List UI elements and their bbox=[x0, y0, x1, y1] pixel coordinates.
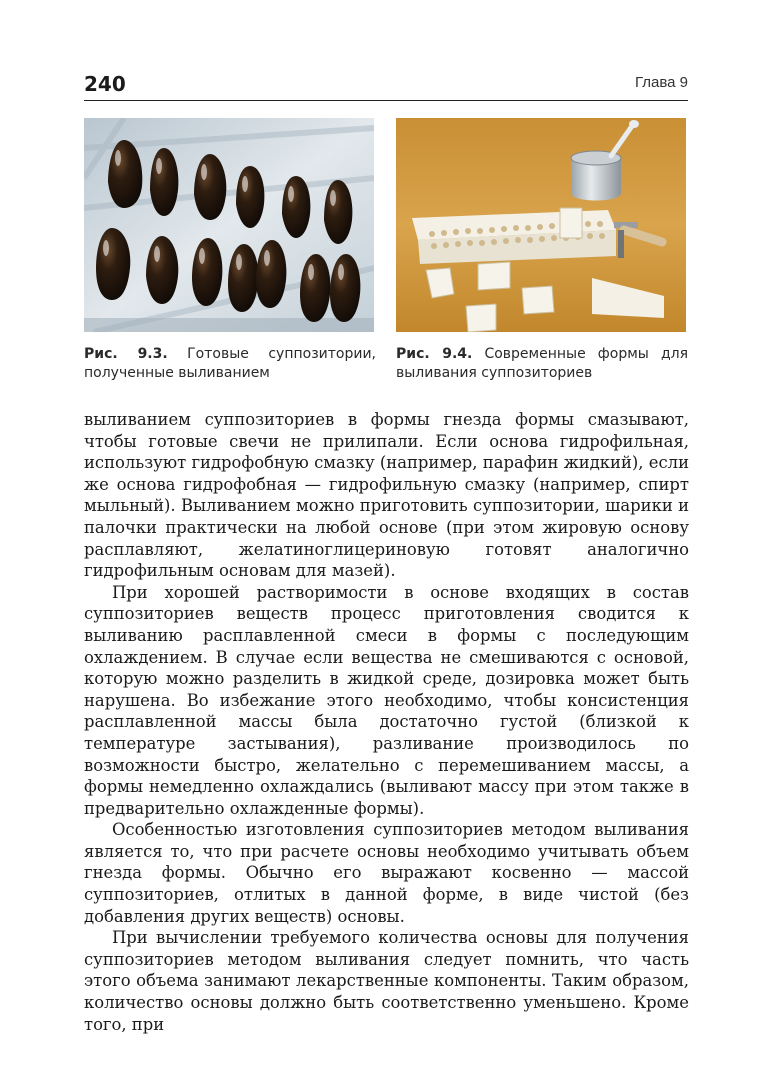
figure-caption-text: Современные формы для выливания суппозиториев bbox=[396, 346, 688, 381]
figure-caption bbox=[84, 345, 376, 383]
page-header bbox=[84, 70, 688, 101]
chapter-title: Глава 9 bbox=[634, 74, 688, 91]
figure-9-3 bbox=[84, 118, 376, 383]
suppository-molds-photo bbox=[396, 118, 686, 332]
suppositories-photo bbox=[84, 118, 374, 332]
body-text bbox=[84, 409, 689, 1035]
paragraph: Особенностью изготовления суппозиториев методом выливания является то, что при расчете основы необходимо учитывать объем гнезда формы. Обычно его выражают косвенно — массой суппозиториев, отлитых в данной форме, в виде чистой (без добавления других веществ) основы. bbox=[84, 820, 689, 926]
figure-9-4 bbox=[396, 118, 688, 383]
figure-label: Рис. 9.4. bbox=[396, 346, 473, 362]
paragraph: выливанием суппозиториев в формы гнезда формы смазывают, чтобы готовые свечи не прилипали. Если основа гидрофильная, используют гидрофобную смазку (например, парафин жидкий), если же основа гидрофобная — гидрофильную смазку (например, спирт мыльный). Выливанием можно приготовить суппозитории, шарики и палочки практически на любой основе (при этом жировую основу расплавляют, желатиноглицериновую готовят аналогично гидрофильным основам для мазей). bbox=[84, 410, 689, 581]
figure-caption bbox=[396, 345, 688, 383]
page-number: 240 bbox=[84, 72, 126, 96]
figure-caption-text: Готовые суппозитории, полученные выливанием bbox=[84, 346, 376, 381]
paragraph: При вычислении требуемого количества основы для получения суппозиториев методом выливания следует помнить, что часть этого объема занимают лекарственные компоненты. Таким образом, количество основы должно быть соответственно уменьшено. Кроме того, при bbox=[84, 928, 689, 1034]
paragraph: При хорошей растворимости в основе входящих в состав суппозиториев веществ процесс приготовления сводится к выливанию расплавленной смеси в формы с последующим охлаждением. В случае если вещества не смешиваются с основой, которую можно разделить в жидкой среде, дозировка может быть нарушена. Во избежание этого необходимо, чтобы консистенция расплавленной массы была достаточно густой (близкой к температуре застывания), разливание производилось по возможности быстро, желательно с перемешиванием массы, а формы немедленно охлаждались (выливают массу при этом также в предварительно охлажденные формы). bbox=[84, 582, 689, 818]
figure-label: Рис. 9.3. bbox=[84, 346, 168, 362]
